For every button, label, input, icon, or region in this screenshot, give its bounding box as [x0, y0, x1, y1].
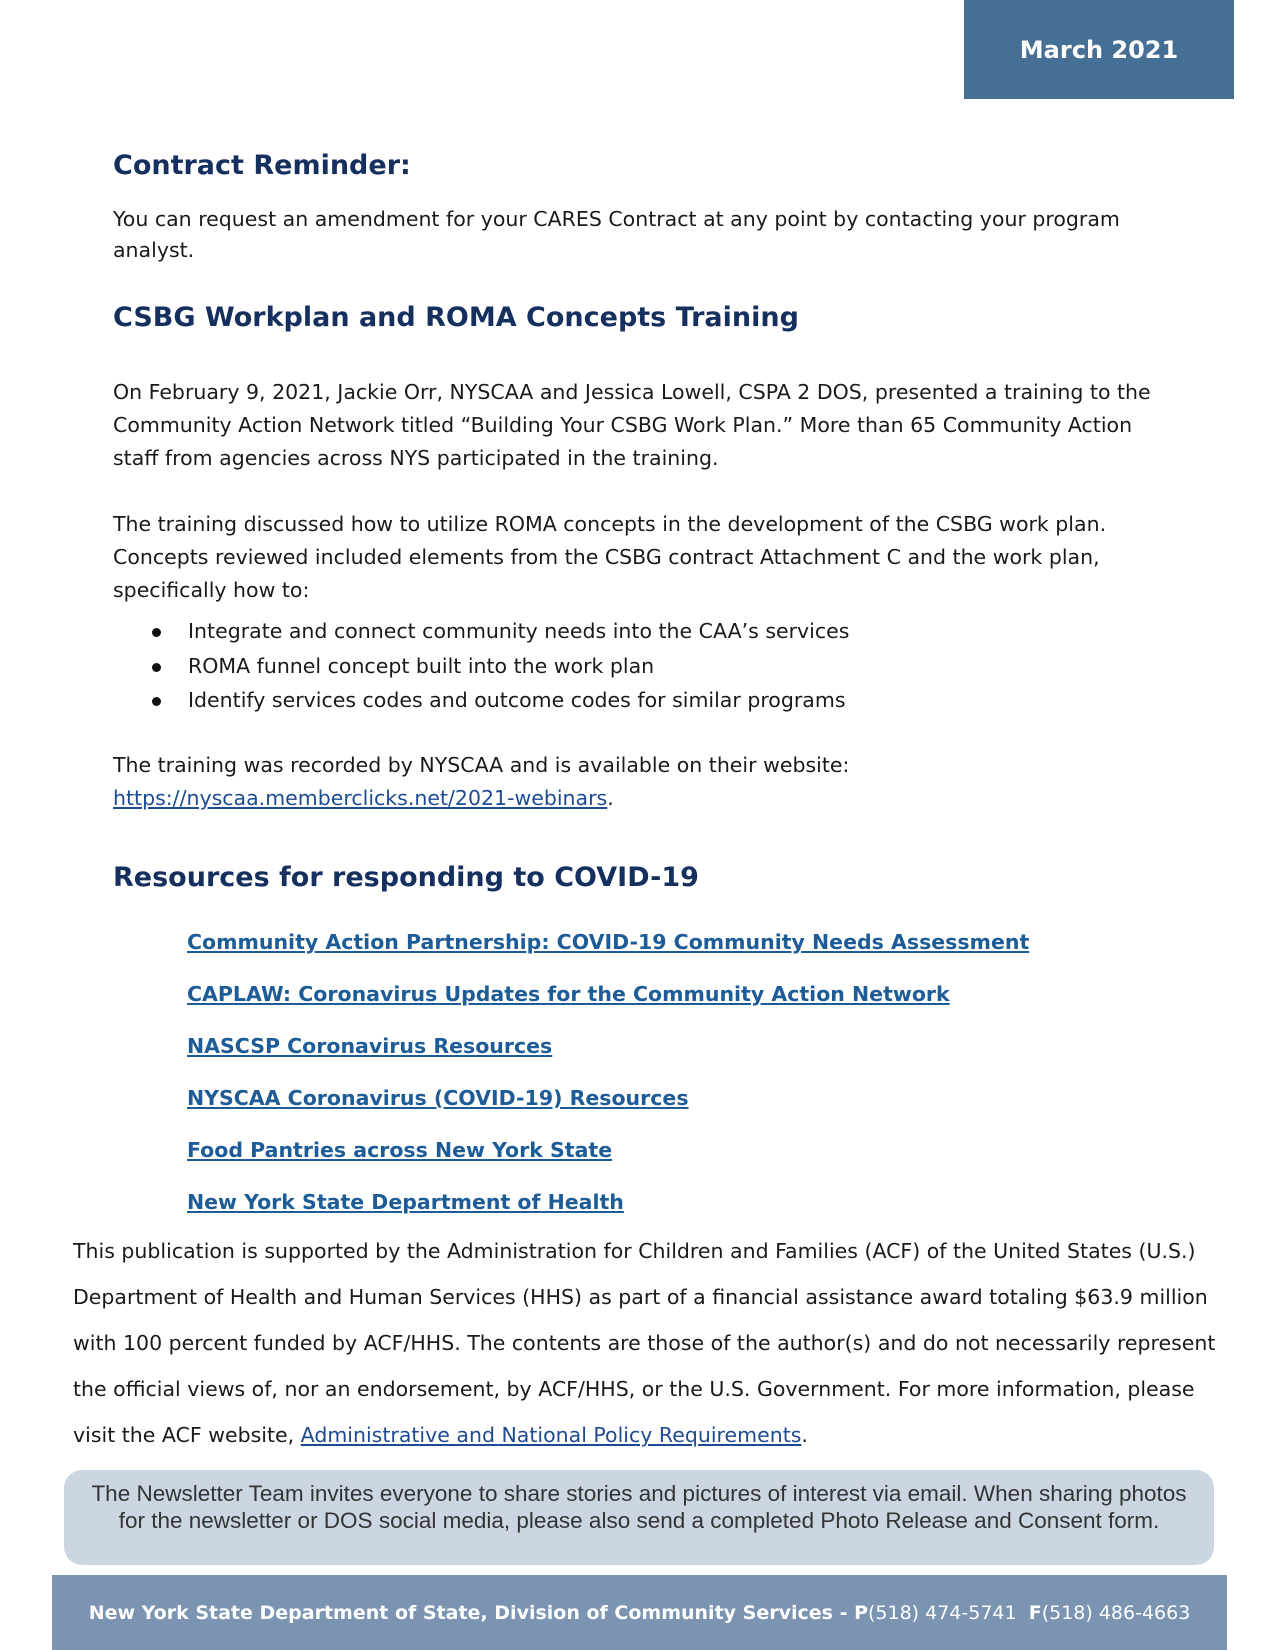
training-line: Community Action Network titled “Building Your CSBG Work Plan.” More than 65 Community Action — [113, 413, 1133, 437]
footer-fax-label: F — [1028, 1601, 1042, 1624]
resource-link[interactable]: Community Action Partnership: COVID-19 Community Needs Assessment — [187, 930, 1030, 954]
footer-phone: (518) 474-5741 — [868, 1601, 1017, 1624]
training-paragraph-1 — [113, 376, 1151, 475]
date-tab — [964, 0, 1234, 99]
funding-line: the official views of, nor an endorsement, by ACF/HHS, or the U.S. Government. For more information, please — [73, 1377, 1195, 1401]
resource-link[interactable]: NASCSP Coronavirus Resources — [187, 1034, 553, 1058]
contract-line: analyst. — [113, 238, 195, 262]
resource-link-item — [187, 916, 1029, 968]
funding-prefix: visit the ACF website, — [73, 1423, 301, 1447]
recording-text: The training was recorded by NYSCAA and is available on their website: — [113, 753, 850, 777]
resource-links — [187, 916, 1029, 1228]
resource-link[interactable]: New York State Department of Health — [187, 1190, 624, 1214]
training-line: On February 9, 2021, Jackie Orr, NYSCAA and Jessica Lowell, CSPA 2 DOS, presented a training to the — [113, 380, 1151, 404]
footer-fax: (518) 486-4663 — [1041, 1601, 1191, 1624]
recording-period: . — [607, 786, 614, 810]
training-heading: CSBG Workplan and ROMA Concepts Training — [113, 302, 799, 333]
training-line: Concepts reviewed included elements from the CSBG contract Attachment C and the work plan, — [113, 545, 1100, 569]
training-line: specifically how to: — [113, 578, 310, 602]
webinars-link[interactable]: https://nyscaa.memberclicks.net/2021-webinars — [113, 786, 608, 810]
contract-line: You can request an amendment for your CARES Contract at any point by contacting your program — [113, 207, 1120, 231]
contract-text — [113, 204, 1120, 266]
footer-org: New York State Department of State, Division of Community Services - P — [88, 1601, 868, 1624]
funding-last-line — [73, 1412, 1213, 1458]
resource-link-item — [187, 968, 1029, 1020]
recording-line — [113, 782, 849, 815]
funding-statement — [73, 1228, 1216, 1458]
acf-requirements-link[interactable]: Administrative and National Policy Requirements — [300, 1423, 802, 1447]
recording-note — [113, 749, 849, 815]
funding-line: with 100 percent funded by ACF/HHS. The contents are those of the author(s) and do not necessarily represent — [73, 1331, 1216, 1355]
resource-link-item — [187, 1176, 1029, 1228]
funding-line: Department of Health and Human Services (HHS) as part of a financial assistance award totaling $63.9 million — [73, 1285, 1208, 1309]
resource-link[interactable]: Food Pantries across New York State — [187, 1138, 613, 1162]
list-item: Integrate and connect community needs into the CAA’s services — [150, 614, 849, 649]
issue-date: March 2021 — [1019, 35, 1179, 64]
resource-link[interactable]: NYSCAA Coronavirus (COVID-19) Resources — [187, 1086, 689, 1110]
note-line: The Newsletter Team invites everyone to share stories and pictures of interest via email. When sharing photos — [91, 1481, 1187, 1506]
newsletter-note — [64, 1470, 1214, 1565]
contract-heading: Contract Reminder: — [113, 150, 411, 181]
resource-link-item — [187, 1020, 1029, 1072]
training-line: staff from agencies across NYS participated in the training. — [113, 446, 719, 470]
resource-link[interactable]: CAPLAW: Coronavirus Updates for the Community Action Network — [187, 982, 950, 1006]
training-line: The training discussed how to utilize ROMA concepts in the development of the CSBG work plan. — [113, 512, 1107, 536]
footer-bar — [52, 1575, 1227, 1650]
training-paragraph-2 — [113, 508, 1106, 607]
resource-link-item — [187, 1072, 1029, 1124]
note-line: for the newsletter or DOS social media, please also send a completed Photo Release and Consent form. — [118, 1508, 1160, 1533]
resource-link-item — [187, 1124, 1029, 1176]
training-bullets — [150, 614, 849, 718]
funding-line: This publication is supported by the Administration for Children and Families (ACF) of the United States (U.S.) — [73, 1239, 1196, 1263]
resources-heading: Resources for responding to COVID-19 — [113, 862, 699, 893]
list-item: Identify services codes and outcome codes for similar programs — [150, 683, 849, 718]
funding-suffix: . — [801, 1423, 808, 1447]
list-item: ROMA funnel concept built into the work plan — [150, 649, 849, 684]
